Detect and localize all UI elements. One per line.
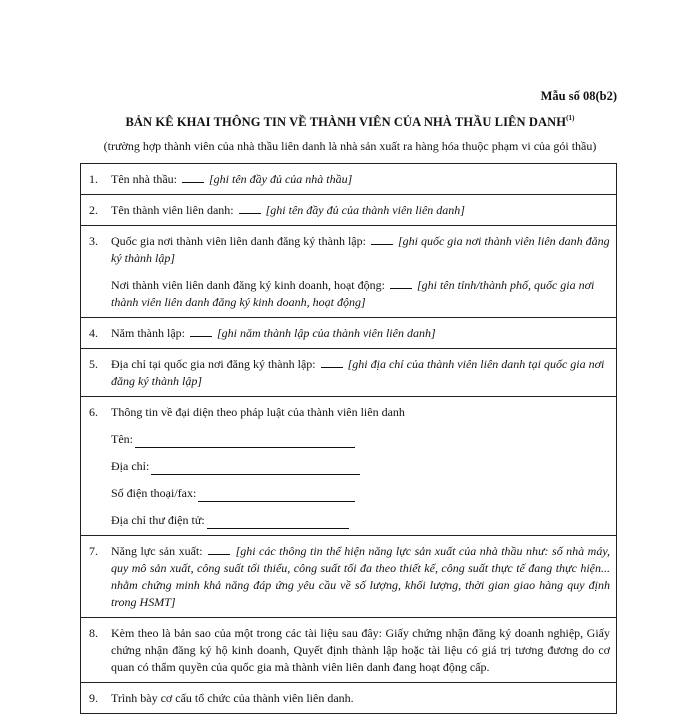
blank-line — [390, 278, 412, 289]
field-label: Địa chỉ: — [111, 459, 150, 473]
table-row — [81, 397, 617, 536]
row-hint: [ghi các thông tin thể hiện năng lực sản xuất của nhà thầu như: số nhà máy, quy mô sản xuất, công suất tối thiểu, công suất tối đa theo thiết kế, công suất thực tế đang thực hiện... nhằm chứng minh khả năng đáp ứng yêu cầu về số lượng, khối lượng, thời gian giao hàng quy định trong HSMT] — [111, 544, 610, 609]
row-label: Năm thành lập: — [111, 326, 188, 340]
row-number: 8. — [89, 626, 98, 640]
blank-line — [190, 326, 212, 337]
row-hint: [ghi địa chỉ của thành viên liên danh tại quốc gia nơi đăng ký thành lập] — [111, 357, 605, 388]
table-row — [81, 164, 617, 195]
row-number: 1. — [89, 172, 98, 186]
table-row — [81, 536, 617, 618]
blank-line — [208, 544, 230, 555]
page-title — [0, 115, 700, 130]
row-label: Kèm theo là bản sao của một trong các tài liệu sau đây: Giấy chứng nhận đăng ký doanh nghiệp, Giấy chứng nhận đăng ký hộ kinh doanh, Quyết định thành lập hoặc tài liệu có giá trị tương đương do cơ quan có thẩm quyền của quốc gia mà thành viên liên danh đang hoạt động cấp. — [111, 626, 610, 674]
table-row — [81, 226, 617, 318]
row-number: 5. — [89, 357, 98, 371]
representative-phone-field[interactable] — [111, 485, 610, 502]
row-number: 6. — [89, 405, 98, 419]
row-label: Tên nhà thầu: — [111, 172, 180, 186]
row-label: Thông tin về đại diện theo pháp luật của thành viên liên danh — [111, 405, 405, 419]
fill-line[interactable] — [207, 516, 349, 529]
table-row — [81, 349, 617, 397]
table-row — [81, 618, 617, 683]
row-hint: [ghi tên tỉnh/thành phố, quốc gia nơi thành viên liên danh đăng ký kinh doanh, hoạt động] — [111, 278, 595, 309]
form-code: Mẫu số 08(b2) — [540, 89, 617, 103]
row-number: 2. — [89, 203, 98, 217]
field-label: Số điện thoại/fax: — [111, 486, 197, 500]
blank-line — [239, 203, 261, 214]
row-number: 7. — [89, 544, 98, 558]
fill-line[interactable] — [151, 462, 360, 475]
row-hint: [ghi quốc gia nơi thành viên liên danh đăng ký thành lập] — [111, 234, 610, 265]
fill-line[interactable] — [135, 435, 355, 448]
representative-email-field[interactable] — [111, 512, 610, 529]
row-hint: [ghi tên đầy đủ của thành viên liên danh] — [265, 203, 465, 217]
field-label: Địa chỉ thư điện tử: — [111, 513, 205, 527]
table-row — [81, 318, 617, 349]
field-label: Tên: — [111, 432, 133, 446]
row-label: Trình bày cơ cấu tổ chức của thành viên liên danh. — [111, 691, 354, 705]
fill-line[interactable] — [198, 489, 355, 502]
row-label: Nơi thành viên liên danh đăng ký kinh doanh, hoạt động: — [111, 278, 388, 292]
row-label: Tên thành viên liên danh: — [111, 203, 237, 217]
row-label: Năng lực sản xuất: — [111, 544, 207, 558]
table-row — [81, 195, 617, 226]
title-text: BẢN KÊ KHAI THÔNG TIN VỀ THÀNH VIÊN CỦA NHÀ THẦU LIÊN DANH — [125, 115, 567, 130]
representative-address-field[interactable] — [111, 458, 610, 475]
row-number: 4. — [89, 326, 98, 340]
table-row — [81, 683, 617, 714]
blank-line — [182, 172, 204, 183]
blank-line — [321, 357, 343, 368]
row-number: 3. — [89, 234, 98, 248]
row-hint: [ghi năm thành lập của thành viên liên danh] — [216, 326, 436, 340]
blank-line — [371, 234, 393, 245]
declaration-table — [80, 163, 617, 714]
row-label: Quốc gia nơi thành viên liên danh đăng ký thành lập: — [111, 234, 369, 248]
row-label: Địa chỉ tại quốc gia nơi đăng ký thành lập: — [111, 357, 319, 371]
row-hint: [ghi tên đầy đủ của nhà thầu] — [208, 172, 353, 186]
row-number: 9. — [89, 691, 98, 705]
title-footnote-marker: (1) — [566, 114, 575, 122]
representative-name-field[interactable] — [111, 431, 610, 448]
page-subtitle: (trường hợp thành viên của nhà thầu liên danh là nhà sản xuất ra hàng hóa thuộc phạm vi của gói thầu) — [103, 139, 597, 153]
